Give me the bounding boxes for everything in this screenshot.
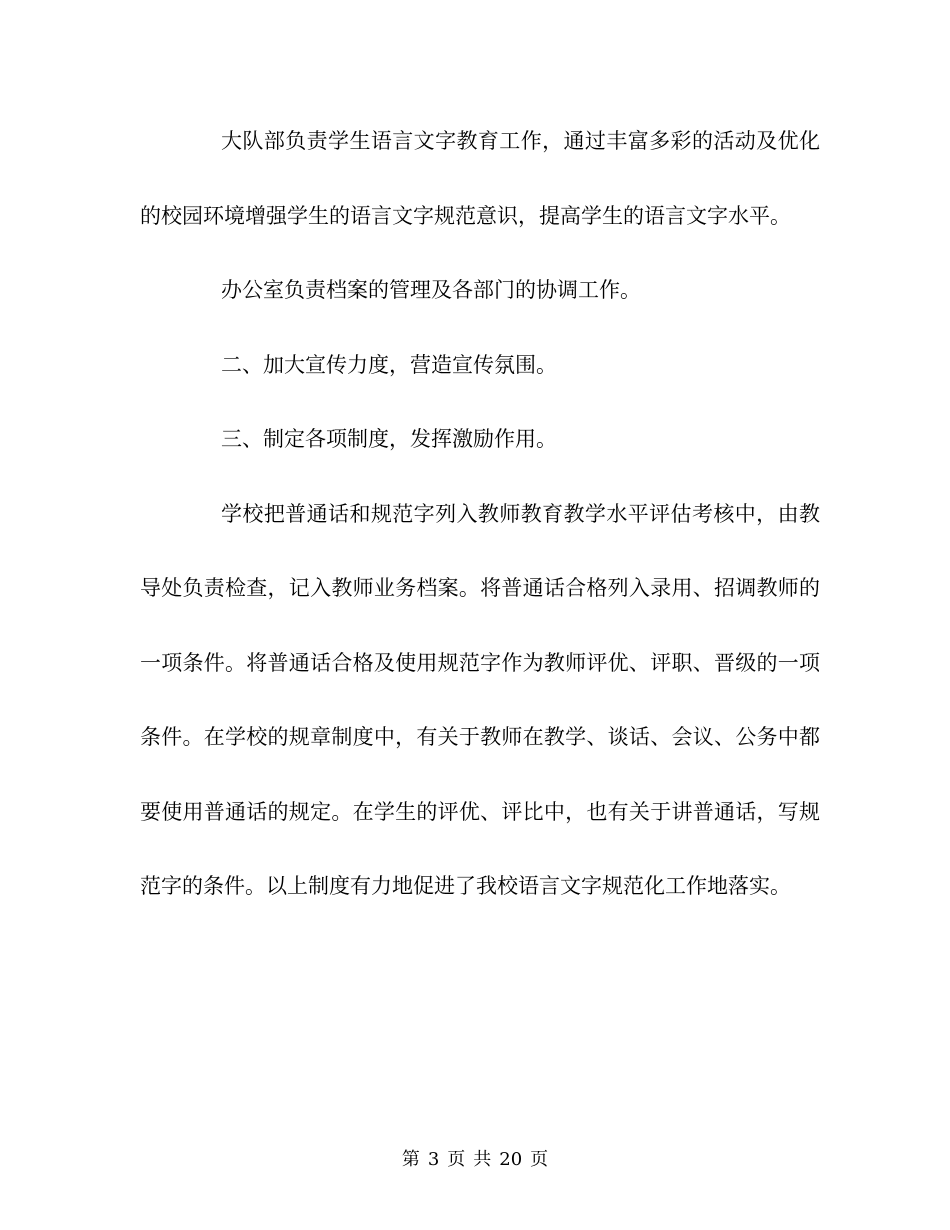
paragraph-brigade-duties: 大队部负责学生语言文字教育工作，通过丰富多彩的活动及优化的校园环境增强学生的语言文字规范意识，提高学生的语言文字水平。: [140, 129, 820, 228]
section-heading-publicity: 二、加大宣传力度，营造宣传氛围。: [221, 352, 557, 377]
page-footer: [0, 1146, 950, 1174]
footer-page-word: 页: [447, 1149, 466, 1170]
total-page-count: 20: [499, 1149, 523, 1170]
document-body: [140, 104, 820, 924]
section-heading-regulations: 三、制定各项制度，发挥激励作用。: [221, 427, 557, 451]
paragraph-office-duties: 办公室负责档案的管理及各部门的协调工作。: [221, 278, 641, 302]
footer-total-word: 共: [473, 1149, 492, 1170]
footer-prefix: 第: [401, 1149, 420, 1170]
footer-suffix: 页: [530, 1149, 549, 1170]
paragraph-regulations-detail: 学校把普通话和规范字列入教师教育教学水平评估考核中，由教导处负责检查，记入教师业务档案。将普通话合格列入录用、招调教师的一项条件。将普通话合格及使用规范字作为教师评优、评职、晋级的一项条件。在学校的规章制度中，有关于教师在教学、谈话、会议、公务中都要使用普通话的规定。在学生的评优、评比中，也有关于讲普通话，写规范字的条件。以上制度有力地促进了我校语言文字规范化工作地落实。: [140, 501, 820, 898]
current-page-number: 3: [427, 1149, 440, 1170]
